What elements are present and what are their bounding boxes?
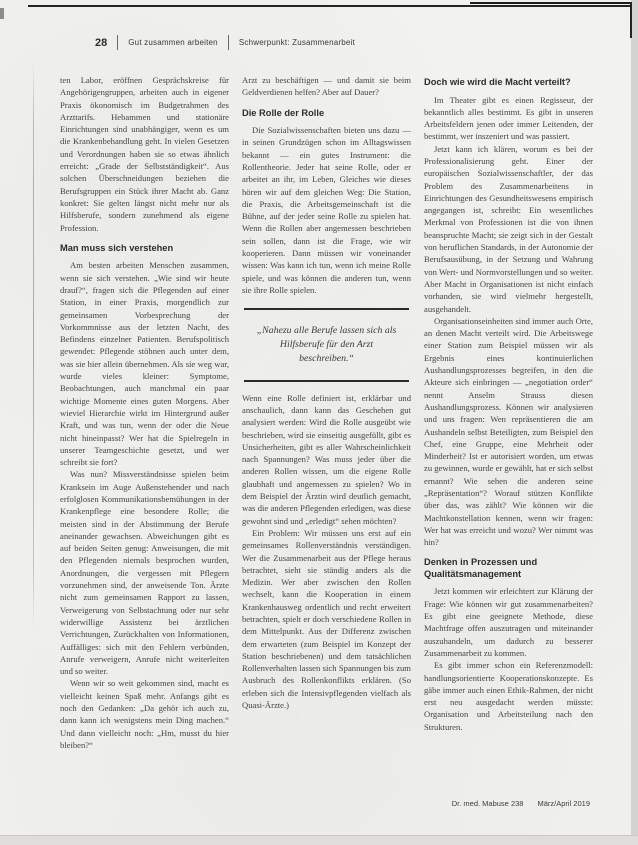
- page-gutter-shadow: [33, 58, 34, 633]
- page-bottom-edge: [0, 835, 638, 845]
- page-footer: [452, 799, 590, 808]
- article-section-title: Gut zusammen arbeiten: [128, 38, 218, 47]
- section-heading: Doch wie wird die Macht verteilt?: [424, 77, 571, 87]
- paragraph: Am besten arbeiten Menschen zusammen, wenn sie sich verstehen. „Wie sind wir heute drauf?“, fragen sich die Pflegenden auf einer Station, in einer Praxis, morgendlich zur gemeinsamen Vorbesprechung der Vorkommnisse aus der letzten Nacht, des Befindens einzelner Patienten. Berufspolitisch gewendet: Pflegende stöhnen auch unter dem, was sie hier allein übernehmen. Als sie weg war, wurde vieles kleiner: Symptome, Beobachtungen, auch manchmal ein paar wichtige Momente eines guten Morgens. Aber wieviel Hierarchie wirkt im Hintergrund außer Kraft, und was tun, wenn der oder die Neue nicht hineinpasst? Wer hat die Spielregeln in unserer Teamgeschichte gesetzt, und wer schreibt sie fort?: [60, 260, 229, 468]
- journal-issue-label: Dr. med. Mabuse 238: [451, 799, 524, 808]
- header-divider: [228, 35, 229, 50]
- pull-quote: „Nahezu alle Berufe lassen sich als Hilfsberufe für den Arzt beschreiben.“: [244, 308, 409, 381]
- issue-topic-title: Schwerpunkt: Zusammenarbeit: [238, 38, 355, 47]
- text-column: [424, 74, 593, 751]
- paragraph: Arzt zu beschäftigen — und damit sie beim Geldverdienen helfen? Aber auf Dauer?: [242, 75, 411, 98]
- paragraph: Organisationseinheiten sind immer auch Orte, an denen Macht verteilt wird. Die Arbeitswege einer Station zum Beispiel müssen wir als Ergebnis eines kontinuierlichen Aushandlungsprozesses begreifen, in den die Akteure sich einbringen — „negotiation order“ nennt Anselm Strauss diesen Aushandlungsprozess. Können wir analysieren und uns fragen: Wen repräsentieren die am Aushandeln selbst Beteiligten, zum Beispiel den Chef, eine Gruppe, eine Mehrheit oder Minderheit? Ist er autorisiert worden, um etwas zu gewinnen, wurde er gewählt, hat er sich selbst ernannt? Wie sehen die anderen seine „Repräsentation“? Worauf stützen Konflikte über das, was zählt? Wie können wir die Machtkonstellation kennen, wenn wir fragen: Wer hat was erreicht und wozu? Wer nimmt was hin?: [424, 315, 593, 548]
- paragraph: Jetzt kommen wir erleichtert zur Klärung der Frage: Wie können wir gut zusammenarbeiten? Es gibt eine geeignete Methode, diese Machtfrage offen auszutragen und miteinander auszuhandeln, um dadurch zu besserer Zusammenarbeit zu kommen.: [424, 586, 593, 658]
- scanner-edge-band: [631, 0, 638, 845]
- header-divider: [117, 35, 118, 50]
- page-number: 28: [95, 36, 108, 49]
- issue-date-label: März/April 2019: [537, 799, 590, 808]
- paragraph: Im Theater gibt es einen Regisseur, der bekanntlich alles bestimmt. Es gibt in unseren Arbeitsfeldern jenen oder immer Leitenden, der bestimmt, wer inszeniert und was passiert.: [424, 94, 593, 142]
- paragraph: Die Sozialwissenschaften bieten uns dazu — in seinen Grundzügen schon im Alltagswissen bekannt — ein gutes Instrument: die Rollentheorie. Jeder hat seine Rolle, oder er arbeitet an ihr, im Leben, Gleiches wie dieses hören wir auf dem gleichen Weg: Die Station, die Praxis, die Arbeitsgemeinschaft ist die Bühne, auf der jeder seine Rolle zu spielen hat. Wenn die Rollen aber angemessen beschrieben sein sollen, dann ist die Frage, wie wir kooperieren. Dann müssen wir voneinander wissen: Was kann ich tun, wenn ich meine Rolle spiele, und was können die anderen tun, wenn sie ihre Rolle spielen.: [242, 125, 411, 295]
- paragraph: Ein Problem: Wir müssen uns erst auf ein gemeinsames Rollenverständnis verständigen. Wer die Zusammenarbeit aus der Pflege heraus betrachtet, sieht sie ständig anders als die Medizin. Wer aber zwischen den Rollen wechselt, kann die Kooperation in einem Krankenhausweg ordentlich und recht erweitert betrachten, spielt er doch verschiedene Rollen in dem Mittelpunkt. Aus der Differenz zwischen dem erwarteten (zum Beispiel im Konzept der Station beschriebenen) und dem tatsächlichen Rollenverhalten lassen sich Spannungen bis zum Ausbruch des Rollenkonflikts erklären. (So erleben sich die Intensivpflegenden vielfach als Quasi-Ärzte.): [242, 527, 411, 711]
- paragraph: Jetzt kann ich klären, worum es bei der Professionalisierung geht. Einer der europäischen Sozialwissenschaftler, der das Problem des Zusammenarbeitens in Einrichtungen des Gesundheitswesens empirisch angegangen ist, schreibt: Ein wesentliches Merkmal von Professionen ist die von ihnen beanspruchte Macht; sie zeigt sich in der Gestalt von beruflichen Standards, in der Autonomie der Berufsausübung, in der Setzung und Wahrung von Wert- und Normvorstellungen und so weiter. Aber Macht in Organisationen ist nicht einfach vorhanden, sie wird vielmehr hergestellt, ausgehandelt.: [424, 143, 593, 314]
- text-column: [60, 74, 229, 751]
- section-heading: Die Rolle der Rolle: [242, 107, 325, 118]
- scan-top-edge-line: [470, 2, 632, 4]
- paragraph: Es gibt immer schon ein Referenzmodell: handlungsorientierte Kooperationskonzepte. Es gäbe immer auch einen Ethik-Rahmen, der nicht erst neu ausgedacht werden müsste: Organisation und Arbeitsteilung nach den Strukturen.: [424, 660, 593, 732]
- page-header: [95, 35, 355, 50]
- section-heading: Man muss sich verstehen: [60, 242, 174, 253]
- scan-right-edge-line: [630, 2, 632, 38]
- section-heading: Denken in Prozessen und Qualitätsmanagement: [424, 557, 538, 579]
- paragraph: Was nun? Missverständnisse spielen beim Kranksein im Auge Außenstehender und nach erfolglosen Kommunikationsbemühungen in der Krankenpflege eine besondere Rolle; die meisten sind in der Abstimmung der Berufe aneinander gewachsen. Abweichungen gibt es auf beiden Seiten genug: Anweisungen, die mit den Pflegenden niemals besprochen wurden, Anordnungen, die vergessen mit Pflegern vorzunehmen sind, der anweisende Ton. Ärzte nicht zum gemeinsamen Rapport zu lassen, Verweigerung von Selbstachtung oder nur sehr widerwillige Assistenz bei ärztlichen Verrichtungen, Zurückhalten von Informationen, Auffälliges: sich mit den Fehlern verbünden, Anrufe verweigern, Anrufe nicht weiterleiten und so weiter.: [60, 469, 229, 677]
- text-column: [242, 74, 411, 751]
- article-body: [60, 74, 593, 751]
- paragraph: Wenn wir so weit gekommen sind, macht es vielleicht keinen Spaß mehr. Anfangs gibt es noch den Gedanken: „Da gehör ich auch zu, dann kann ich wenigstens mein Ding machen.“ Und dann vielleicht noch: „Hm, musst du hier bleiben?“: [60, 678, 229, 750]
- paragraph: ten Labor, eröffnen Gesprächskreise für Angehörigengruppen, arbeiten auch in eigener Praxis ökonomisch im Budgetrahmen des Arzttarifs. Hebammen und stationäre Einrichtungen sind unabhängiger, wenn es um die Krankenbehandlung geht. In vielen Gesetzen und Verordnungen haben sie so etwas ähnlich erreicht: „Grade der Selbstständigkeit“. Aus solchen Überschneidungen beziehen die Berufsgruppen ein Stück ihrer Macht ab. Ganz konkret: Sie gelten längst nicht mehr nur als Hilfsberufe, sondern zunehmend als eigene Profession.: [60, 75, 229, 233]
- paragraph: Wenn eine Rolle definiert ist, erklärbar und anschaulich, dann kann das Geschehen gut analysiert werden: Wird die Rolle ausgeübt wie beschrieben, wird sie einseitig ausgefüllt, gibt es Unsicherheiten, gibt es aller Wahrscheinlichkeit nach Spannungen? Was muss jeder über die anderen Rollen wissen, um die eigene Rolle glaubhaft und angemessen zu spielen? Wo in dem Beispiel der Ärztin wird deutlich gemacht, was die anderen Pflegenden erledigen, was diese gewohnt sind und „erledigt“ sehen möchten?: [242, 392, 411, 526]
- scan-top-edge-line: [28, 5, 632, 7]
- scan-artifact: [0, 8, 4, 19]
